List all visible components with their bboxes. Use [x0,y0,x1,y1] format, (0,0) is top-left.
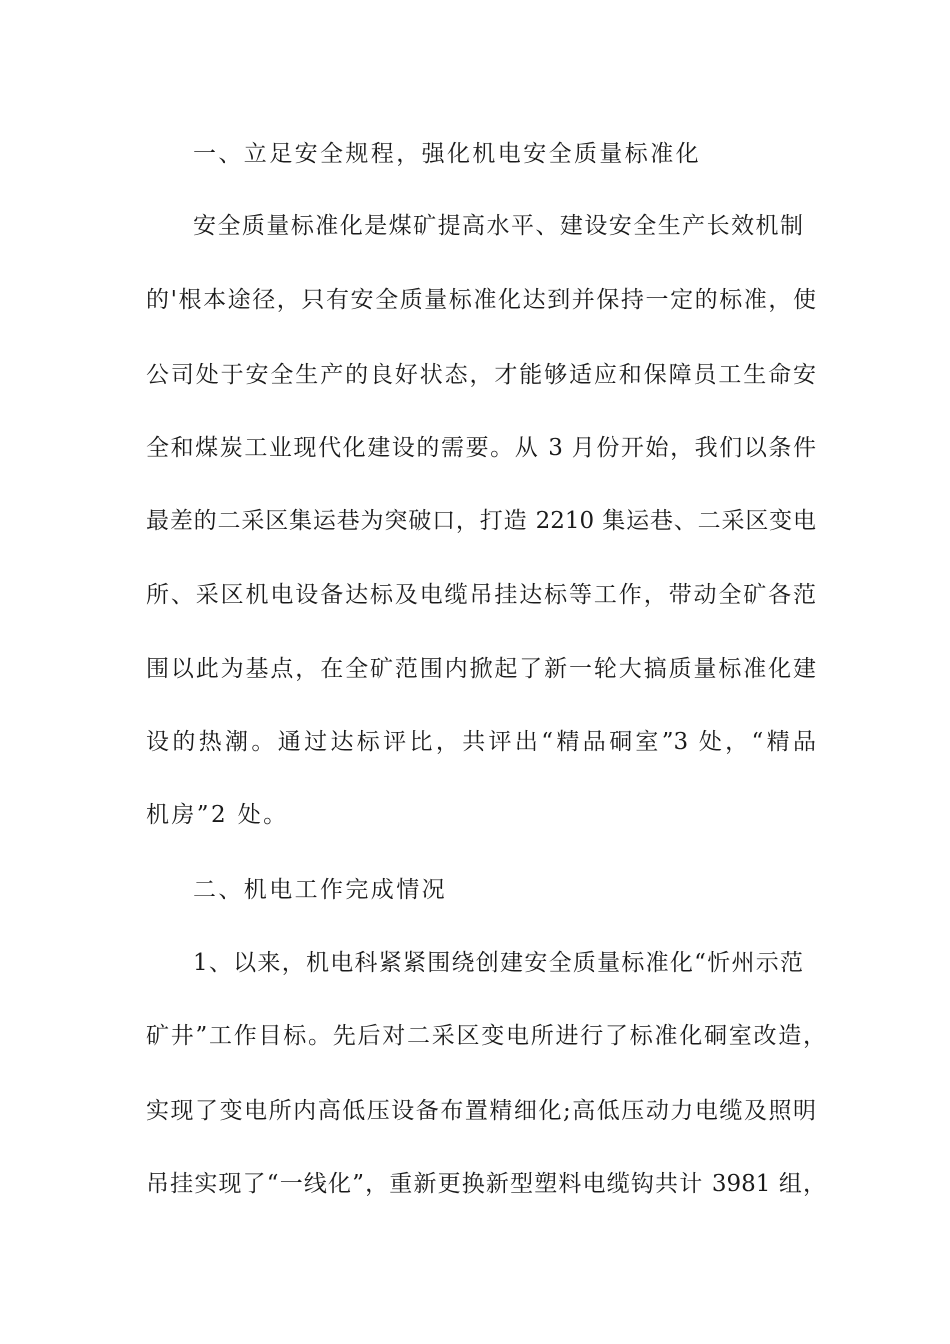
paragraph-line: 安全质量标准化是煤矿提高水平、建设安全生产长效机制 [193,213,803,239]
paragraph-line: 吊挂实现了“一线化”，重新更换新型塑料电缆钩共计 3981 组， [146,1171,826,1197]
paragraph-line: 1、以来，机电科紧紧围绕创建安全质量标准化“忻州示范 [193,950,803,976]
paragraph-line: 全和煤炭工业现代化建设的需要。从 3 月份开始，我们以条件 [146,435,816,461]
paragraph-line: 设的热潮。通过达标评比，共评出“精品硐室”3 处，“精品 [146,729,816,755]
section-heading-1: 一、立足安全规程，强化机电安全质量标准化 [193,141,701,167]
paragraph-line: 矿井”工作目标。先后对二采区变电所进行了标准化硐室改造， [146,1023,826,1049]
paragraph-line: 实现了变电所内高低压设备布置精细化;高低压动力电缆及照明 [146,1098,816,1124]
paragraph-line: 围以此为基点，在全矿范围内掀起了新一轮大搞质量标准化建 [146,656,816,682]
section-heading-2: 二、机电工作完成情况 [193,877,447,903]
paragraph-line: 的'根本途径，只有安全质量标准化达到并保持一定的标准，使 [146,287,816,313]
paragraph-line: 公司处于安全生产的良好状态，才能够适应和保障员工生命安 [146,362,816,388]
paragraph-line: 最差的二采区集运巷为突破口，打造 2210 集运巷、二采区变电 [146,508,816,534]
paragraph-line: 所、采区机电设备达标及电缆吊挂达标等工作，带动全矿各范 [146,582,816,608]
paragraph-line: 机房”2 处。 [146,802,289,828]
